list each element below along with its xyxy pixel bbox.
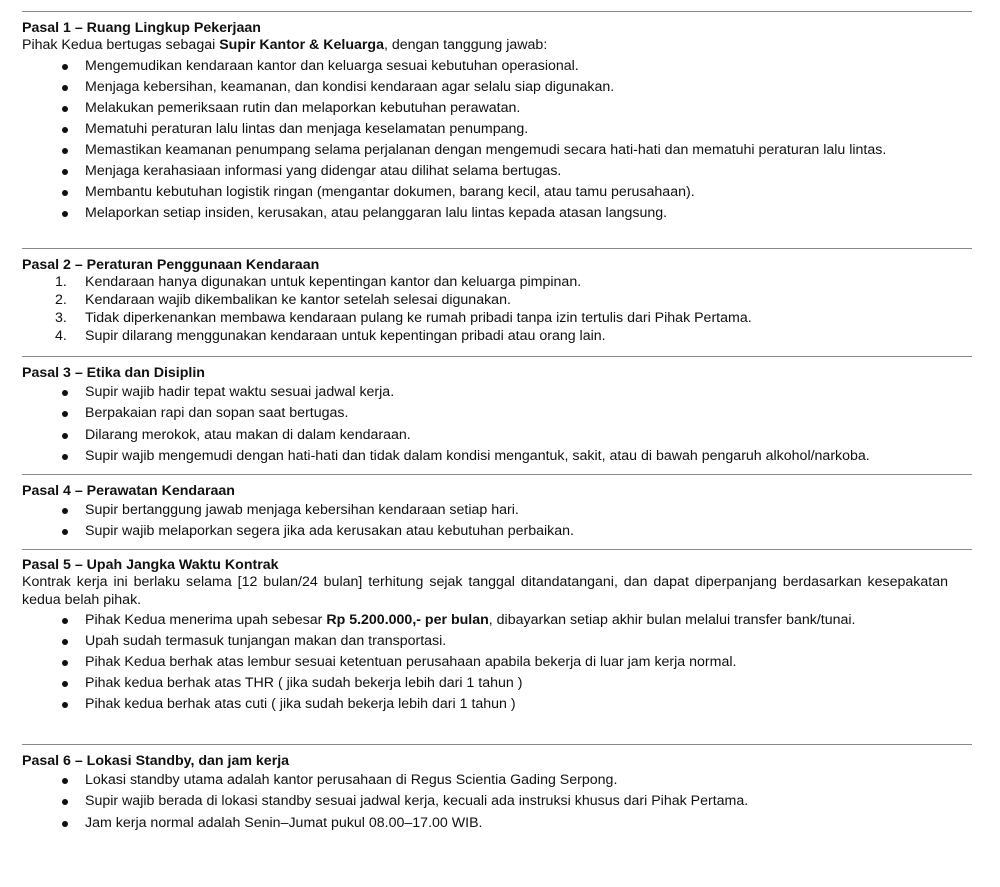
list-item: Pihak kedua berhak atas cuti ( jika sudah bekerja lebih dari 1 tahun ) — [22, 696, 948, 713]
list-item-wage — [22, 612, 948, 629]
list-item: Mematuhi peraturan lalu lintas dan menjaga keselamatan penumpang. — [22, 121, 948, 138]
list-item: Berpakaian rapi dan sopan saat bertugas. — [22, 405, 948, 422]
list-item: Supir wajib berada di lokasi standby sesuai jadwal kerja, kecuali ada instruksi khusus dari Pihak Pertama. — [22, 793, 948, 810]
item-text: Tidak diperkenankan membawa kendaraan pulang ke rumah pribadi tanpa izin tertulis dari Pihak Pertama. — [85, 310, 752, 327]
pasal-1-intro — [22, 37, 948, 54]
item-number: 3. — [55, 310, 67, 327]
pasal-1-intro-pre: Pihak Kedua bertugas sebagai — [22, 37, 220, 54]
wage-amount: Rp 5.200.000,- per bulan — [326, 611, 489, 628]
list-item: Jam kerja normal adalah Senin–Jumat pukul 08.00–17.00 WIB. — [22, 815, 948, 832]
list-item: Melakukan pemeriksaan rutin dan melaporkan kebutuhan perawatan. — [22, 100, 948, 117]
pasal-1-title: Pasal 1 – Ruang Lingkup Pekerjaan — [22, 20, 261, 36]
list-item: Mengemudikan kendaraan kantor dan keluarga sesuai kebutuhan operasional. — [22, 58, 948, 75]
list-item: Menjaga kebersihan, keamanan, dan kondisi kendaraan agar selalu siap digunakan. — [22, 79, 948, 96]
list-item: Memastikan keamanan penumpang selama perjalanan dengan mengemudi secara hati-hati dan mematuhi peraturan lalu lintas. — [22, 142, 948, 159]
list-item — [22, 274, 948, 291]
pasal-5-section — [22, 557, 948, 717]
list-item: Upah sudah termasuk tunjangan makan dan transportasi. — [22, 633, 948, 650]
item-text: Kendaraan wajib dikembalikan ke kantor setelah selesai digunakan. — [85, 292, 511, 309]
list-item: Dilarang merokok, atau makan di dalam kendaraan. — [22, 427, 948, 444]
item-text: Supir dilarang menggunakan kendaraan untuk kepentingan pribadi atau orang lain. — [85, 328, 606, 345]
divider — [22, 744, 972, 745]
pasal-2-section — [22, 257, 948, 346]
list-item — [22, 292, 948, 309]
list-item: Lokasi standby utama adalah kantor perusahaan di Regus Scientia Gading Serpong. — [22, 772, 948, 789]
pasal-4-title: Pasal 4 – Perawatan Kendaraan — [22, 483, 235, 499]
divider — [22, 549, 972, 550]
pasal-2-title: Pasal 2 – Peraturan Penggunaan Kendaraan — [22, 257, 320, 273]
pasal-3-list — [22, 384, 948, 465]
list-item: Pihak Kedua berhak atas lembur sesuai ketentuan perusahaan apabila bekerja di luar jam kerja normal. — [22, 654, 948, 671]
item-number: 4. — [55, 328, 67, 345]
pasal-3-section — [22, 365, 948, 469]
list-item: Supir wajib melaporkan segera jika ada kerusakan atau kebutuhan perbaikan. — [22, 523, 948, 540]
pasal-6-section — [22, 753, 948, 836]
pasal-1-section — [22, 20, 948, 227]
pasal-6-list — [22, 772, 948, 832]
pasal-4-list — [22, 502, 948, 540]
divider — [22, 356, 972, 357]
divider-top — [22, 11, 972, 12]
list-item: Supir wajib mengemudi dengan hati-hati dan tidak dalam kondisi mengantuk, sakit, atau di bawah pengaruh alkohol/narkoba. — [22, 448, 948, 465]
list-item — [22, 310, 948, 327]
pasal-1-role: Supir Kantor & Keluarga — [219, 37, 384, 54]
pasal-5-title: Pasal 5 – Upah Jangka Waktu Kontrak — [22, 557, 279, 573]
pasal-3-title: Pasal 3 – Etika dan Disiplin — [22, 365, 205, 381]
wage-pre: Pihak Kedua menerima upah sebesar — [85, 611, 327, 628]
list-item: Supir wajib hadir tepat waktu sesuai jadwal kerja. — [22, 384, 948, 401]
pasal-6-title: Pasal 6 – Lokasi Standby, dan jam kerja — [22, 753, 290, 769]
pasal-1-intro-post: , dengan tanggung jawab: — [383, 37, 548, 54]
pasal-2-list — [22, 274, 948, 345]
list-item: Pihak kedua berhak atas THR ( jika sudah bekerja lebih dari 1 tahun ) — [22, 675, 948, 692]
item-number: 2. — [55, 292, 67, 309]
pasal-4-section — [22, 483, 948, 545]
wage-post: , dibayarkan setiap akhir bulan melalui transfer bank/tunai. — [488, 611, 856, 628]
list-item: Melaporkan setiap insiden, kerusakan, atau pelanggaran lalu lintas kepada atasan langsung. — [22, 205, 948, 222]
item-number: 1. — [55, 274, 67, 291]
pasal-1-list — [22, 58, 948, 223]
divider — [22, 474, 972, 475]
list-item: Menjaga kerahasiaan informasi yang didengar atau dilihat selama bertugas. — [22, 163, 948, 180]
pasal-5-list — [22, 612, 948, 714]
divider — [22, 248, 972, 249]
list-item: Membantu kebutuhan logistik ringan (mengantar dokumen, barang kecil, atau tamu perusahaan). — [22, 184, 948, 201]
item-text: Kendaraan hanya digunakan untuk kepentingan kantor dan keluarga pimpinan. — [85, 274, 582, 291]
pasal-5-intro: Kontrak kerja ini berlaku selama [12 bulan/24 bulan] terhitung sejak tanggal ditandatangani, dan dapat diperpanjang berdasarkan kesepakatan kedua belah pihak. — [22, 574, 948, 608]
list-item: Supir bertanggung jawab menjaga kebersihan kendaraan setiap hari. — [22, 502, 948, 519]
list-item — [22, 328, 948, 345]
